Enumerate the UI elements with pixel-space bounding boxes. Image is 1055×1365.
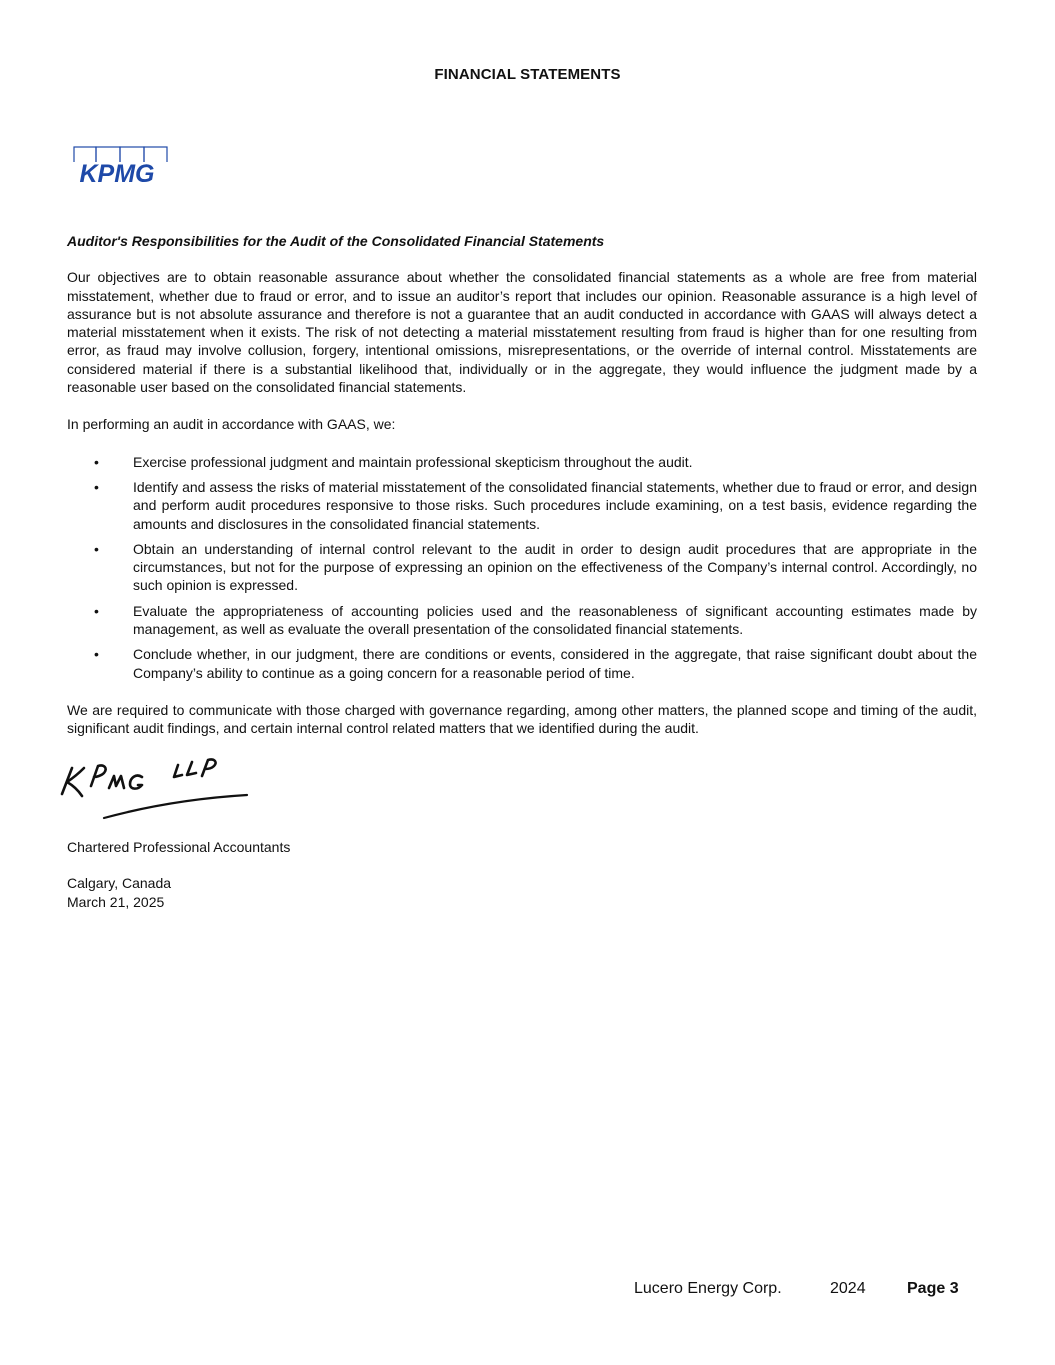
footer-page-number: Page 3: [907, 1280, 959, 1297]
list-item: [67, 478, 977, 533]
report-location: Calgary, Canada: [67, 875, 172, 892]
footer-year: 2024: [830, 1280, 866, 1297]
bullet-icon: •: [94, 602, 99, 619]
list-item-text: Identify and assess the risks of material misstatement of the consolidated financial statements, whether due to fraud or error, and design and perform audit procedures responsive to those risks. Such procedures include examining, on a test basis, evidence regarding the amounts and disclosures in the consolidated financial statements.: [133, 478, 977, 532]
list-item-text: Conclude whether, in our judgment, there are conditions or events, considered in the aggregate, that raise significant doubt about the Company’s ability to continue as a going concern for a reasonable period of time.: [133, 646, 977, 681]
governance-paragraph: We are required to communicate with those charged with governance regarding, among other matters, the planned scope and timing of the audit, significant audit findings, and certain internal control related matters that we identified during the audit.: [67, 701, 977, 737]
list-item-text: Evaluate the appropriateness of accounting policies used and the reasonableness of significant accounting estimates made by management, as well as evaluate the overall presentation of the consolidated financial statements.: [133, 602, 977, 638]
footer-company: Lucero Energy Corp.: [634, 1280, 782, 1297]
kpmg-logo: [67, 146, 171, 186]
section-heading: Auditor's Responsibilities for the Audit of the Consolidated Financial Statements: [67, 233, 605, 249]
firm-designation: Chartered Professional Accountants: [67, 839, 291, 855]
list-item: [67, 602, 977, 639]
kpmg-logo-text: KPMG: [79, 160, 155, 186]
audit-intro-paragraph: In performing an audit in accordance with GAAS, we:: [67, 416, 396, 433]
bullet-icon: •: [94, 646, 99, 663]
objectives-paragraph: Our objectives are to obtain reasonable assurance about whether the consolidated financial statements as a whole are free from material misstatement, whether due to fraud or error, and to issue an auditor’s report that includes our opinion. Reasonable assurance is a high level of assurance but is not absolute assurance and therefore is not a guarantee that an audit conducted in accordance with GAAS will always detect a material misstatement when it exists. The risk of not detecting a material misstatement resulting from fraud is higher than for one resulting from error, as fraud may involve collusion, forgery, intentional omissions, misrepresentations, or the override of internal control. Misstatements are considered material if there is a substantial likelihood that, individually or in the aggregate, they would influence the judgment made by a reasonable user based on the consolidated financial statements.: [67, 269, 977, 396]
bullet-icon: •: [94, 540, 99, 557]
list-item: [67, 453, 977, 471]
list-item-text: Obtain an understanding of internal control relevant to the audit in order to design audit procedures that are appropriate in the circumstances, but not for the purpose of expressing an opinion on the effectiveness of the Company’s internal control. Accordingly, no such opinion is expressed.: [133, 540, 977, 594]
kpmg-llp-signature: [58, 756, 254, 826]
audit-procedures-list: [67, 453, 977, 682]
report-date: March 21, 2025: [67, 893, 165, 910]
page-footer: [634, 1280, 959, 1298]
auditor-responsibilities-section: [67, 232, 977, 757]
list-item-text: Exercise professional judgment and maintain professional skepticism throughout the audit.: [133, 453, 693, 470]
bullet-icon: •: [94, 453, 99, 470]
signoff-block: [67, 838, 290, 911]
list-item: [67, 645, 977, 682]
page-header-title: FINANCIAL STATEMENTS: [434, 66, 621, 83]
bullet-icon: •: [94, 478, 99, 495]
list-item: [67, 540, 977, 595]
